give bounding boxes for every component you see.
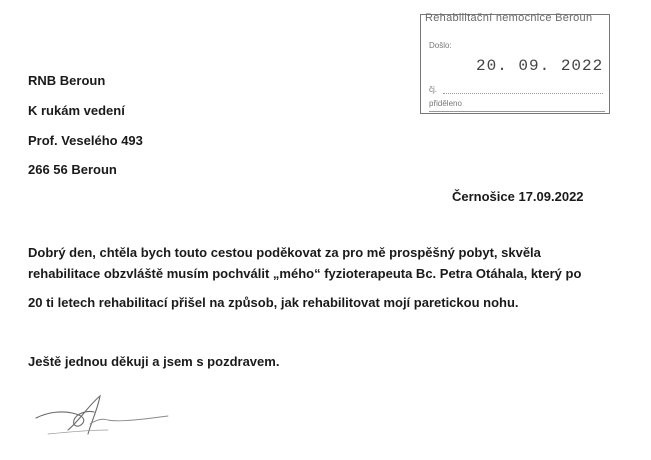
recipient-street: Prof. Veselého 493 [28,133,143,148]
recipient-city: 266 56 Beroun [28,162,117,177]
stamp-assigned-label: přiděleno [429,99,462,108]
body-line-3: 20 ti letech rehabilitací přišel na způsob, jak rehabilitovat mojí paretickou nohu. [28,295,519,310]
closing-line: Ještě jednou děkuji a jsem s pozdravem. [28,354,280,369]
stamp-title: Rehabilitační nemocnice Beroun [425,12,593,24]
recipient-name: RNB Beroun [28,73,106,88]
stamp-number-line [443,93,603,94]
stamp-received-date: 20. 09. 2022 [476,57,604,75]
place-and-date: Černošice 17.09.2022 [452,189,584,204]
stamp-number-label: čj. [429,85,437,94]
stamp-received-label: Došlo: [429,41,452,50]
handwritten-signature [28,390,178,445]
recipient-attention: K rukám vedení [28,103,125,118]
body-line-2: rehabilitace obzvláště musím pochválit „mého“ fyzioterapeuta Bc. Petra Otáhala, který po [28,266,582,281]
body-line-1: Dobrý den, chtěla bych touto cestou poděkovat za pro mě prospěšný pobyt, skvěla [28,245,541,260]
received-stamp [420,14,610,114]
stamp-assigned-line [429,111,605,112]
